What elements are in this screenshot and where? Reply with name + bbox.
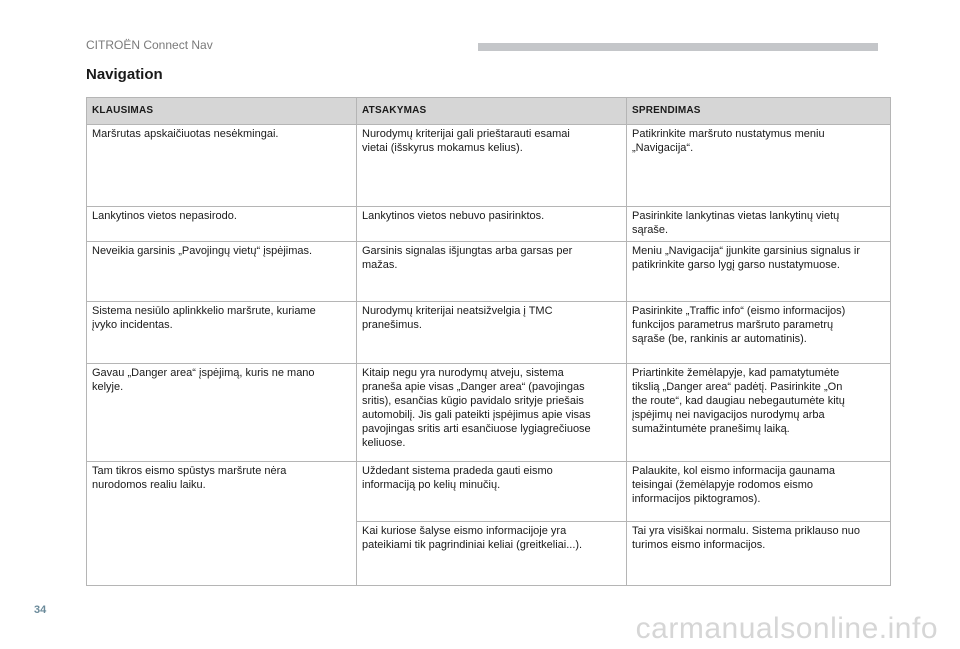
question-text: Lankytinos vietos nepasirodo. <box>92 210 237 222</box>
solution-text: Palaukite, kol eismo informacija gaunama teisingai (žemėlapyje rodomos eismo informacijos piktogramos). <box>632 465 835 505</box>
answer-cell <box>357 364 627 462</box>
answer-cell <box>357 125 627 207</box>
answer-text: Nurodymų kriterijai neatsižvelgia į TMC pranešimus. <box>362 305 553 331</box>
solution-cell <box>627 125 891 207</box>
answer-cell <box>357 207 627 242</box>
solution-text: Tai yra visiškai normalu. Sistema priklauso nuo turimos eismo informacijos. <box>632 525 861 551</box>
table-row <box>87 242 891 302</box>
question-text: Gavau „Danger area“ įspėjimą, kuris ne mano kelyje. <box>92 367 315 393</box>
answer-cell <box>357 462 627 522</box>
section-title: Navigation <box>86 66 163 83</box>
solution-text: Patikrinkite maršruto nustatymus meniu „Navigacija“. <box>632 128 825 154</box>
question-text: Neveikia garsinis „Pavojingų vietų“ įspėjimas. <box>92 245 313 257</box>
question-cell <box>87 302 357 364</box>
page-number: 34 <box>34 604 47 616</box>
question-cell <box>87 242 357 302</box>
question-text: Maršrutas apskaičiuotas nesėkmingai. <box>92 128 279 140</box>
answer-text: Lankytinos vietos nebuvo pasirinktos. <box>362 210 545 222</box>
table-row <box>87 462 891 522</box>
solution-text: Priartinkite žemėlapyje, kad pamatytumėte tikslią „Danger area“ padėtį. Pasirinkite „On the route“, kad daugiau nebegautumėte kitų įspėjimų nei navigacijos nurodymų arba sumažintumėte pranešimų laiką. <box>632 367 845 435</box>
header-divider-bar <box>478 43 878 51</box>
column-header-question: KLAUSIMAS <box>87 98 357 125</box>
table-header-row <box>87 98 891 125</box>
solution-text: Pasirinkite „Traffic info“ (eismo informacijos) funkcijos parametrus maršruto parametrų sąraše (be, rankinis ar automatinis). <box>632 305 846 345</box>
answer-text: Garsinis signalas išjungtas arba garsas per mažas. <box>362 245 573 271</box>
table-row <box>87 125 891 207</box>
answer-text: Nurodymų kriterijai gali prieštarauti esamai vietai (išskyrus mokamus kelius). <box>362 128 570 154</box>
answer-cell <box>357 302 627 364</box>
solution-cell <box>627 207 891 242</box>
solution-text: Pasirinkite lankytinas vietas lankytinų vietų sąraše. <box>632 210 840 236</box>
solution-cell <box>627 462 891 522</box>
question-cell <box>87 364 357 462</box>
answer-text: Kitaip negu yra nurodymų atveju, sistema praneša apie visas „Danger area“ (pavojingas sritis), esančias kūgio pavidalo srityje priešais automobilį. Jis gali pateikti įspėjimus apie visas pavojingas sritis arti esančiuose lygiagrečiuose keliuose. <box>362 367 591 449</box>
solution-cell <box>627 242 891 302</box>
solution-text: Meniu „Navigacija“ įjunkite garsinius signalus ir patikrinkite garso lygį garso nustatymuose. <box>632 245 861 271</box>
table-row <box>87 207 891 242</box>
table-row <box>87 364 891 462</box>
answer-cell <box>357 242 627 302</box>
column-header-answer: ATSAKYMAS <box>357 98 627 125</box>
question-cell <box>87 125 357 207</box>
column-header-solution: SPRENDIMAS <box>627 98 891 125</box>
document-header-title: CITROËN Connect Nav <box>86 38 213 52</box>
question-text: Tam tikros eismo spūstys maršrute nėra nurodomos realiu laiku. <box>92 465 287 491</box>
question-text: Sistema nesiūlo aplinkkelio maršrute, kuriame įvyko incidentas. <box>92 305 316 331</box>
solution-cell <box>627 522 891 586</box>
question-cell <box>87 207 357 242</box>
watermark: carmanualsonline.info <box>635 612 938 645</box>
solution-cell <box>627 364 891 462</box>
table-row <box>87 302 891 364</box>
answer-text: Uždedant sistema pradeda gauti eismo informaciją po kelių minučių. <box>362 465 553 491</box>
troubleshooting-table <box>86 97 891 586</box>
solution-cell <box>627 302 891 364</box>
answer-text: Kai kuriose šalyse eismo informacijoje yra pateikiami tik pagrindiniai keliai (greitkeliai...). <box>362 525 583 551</box>
question-cell <box>87 462 357 586</box>
answer-cell <box>357 522 627 586</box>
